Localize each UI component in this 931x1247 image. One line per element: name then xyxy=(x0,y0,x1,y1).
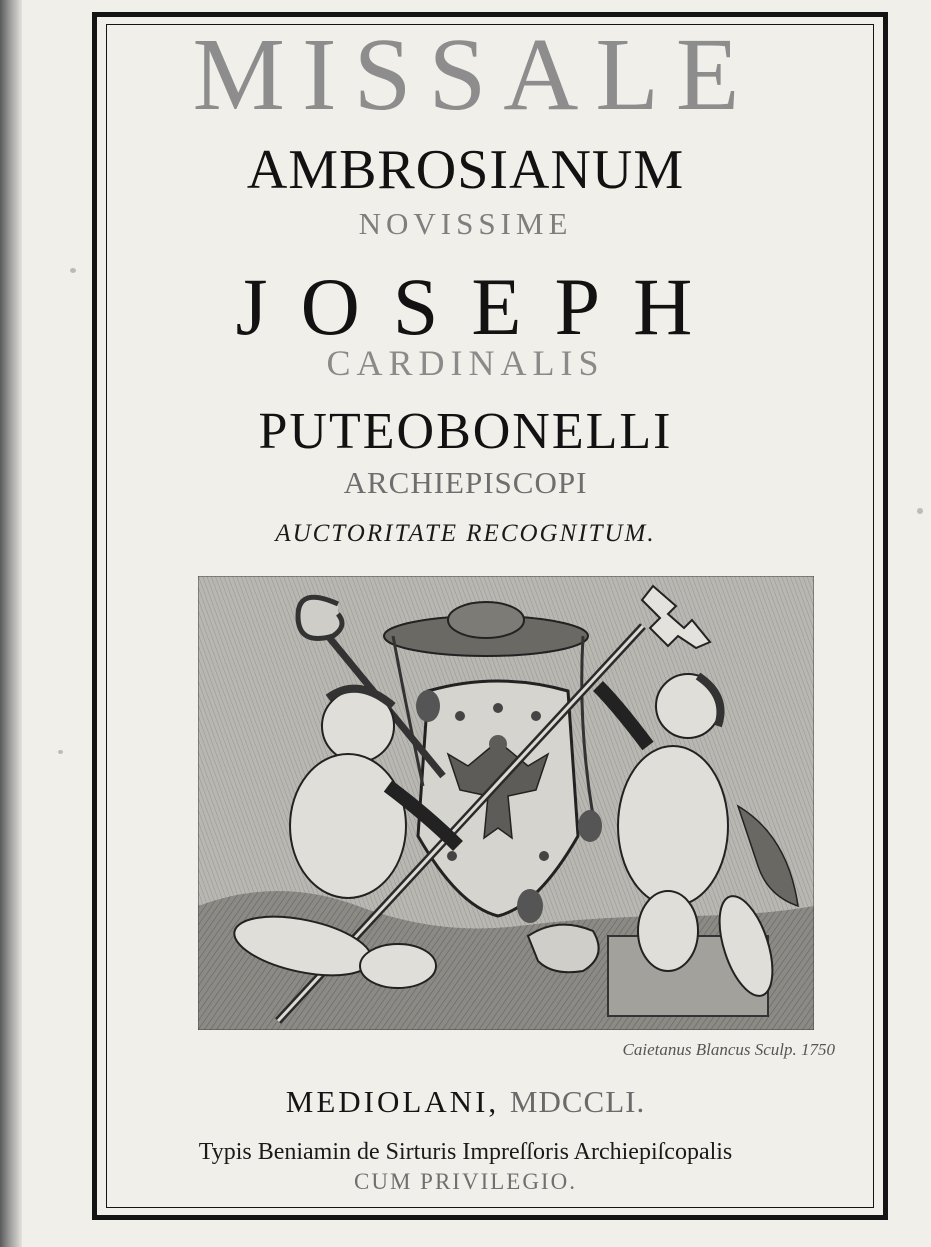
imprint-printer: Typis Beniamin de Sirturis Impreſſoris Archiepiſcopalis xyxy=(198,1139,733,1165)
engraver-signature: Caietanus Blancus Sculp. 1750 xyxy=(622,1040,835,1059)
paper-speck xyxy=(917,508,923,514)
title-cardinalis: CARDINALIS xyxy=(326,343,605,383)
engraving-putti-coat-of-arms xyxy=(198,576,814,1030)
paper-speck xyxy=(58,750,63,754)
title-joseph: JOSEPH xyxy=(235,261,726,352)
title-missale: MISSALE xyxy=(192,17,757,132)
imprint-place-year xyxy=(0,1083,931,1121)
title-novissime: NOVISSIME xyxy=(358,206,573,241)
imprint-privilege: CUM PRIVILEGIO. xyxy=(354,1169,577,1194)
title-archiepiscopi: ARCHIEPISCOPI xyxy=(343,465,588,500)
imprint-place: MEDIOLANI, xyxy=(285,1084,500,1119)
title-ambrosianum: AMBROSIANUM xyxy=(246,139,685,201)
imprint-year: MDCCLI. xyxy=(509,1084,646,1119)
title-auctoritate: AUCTORITATE RECOGNITUM. xyxy=(275,520,656,547)
title-puteobonelli: PUTEOBONELLI xyxy=(258,403,673,460)
